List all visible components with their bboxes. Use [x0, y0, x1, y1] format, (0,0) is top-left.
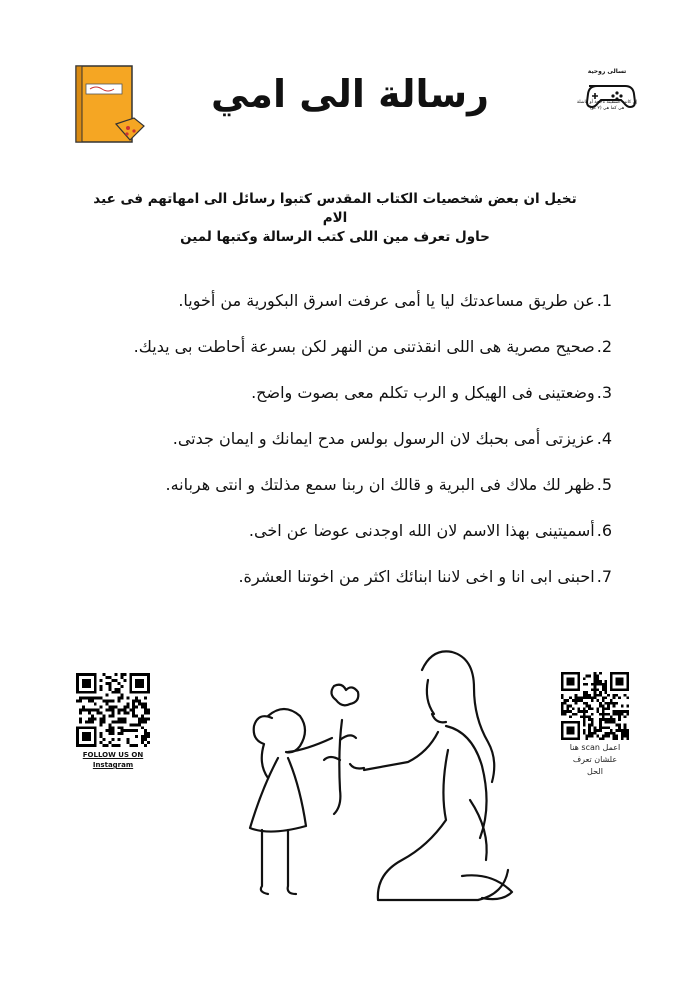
item-number: 1. [596, 291, 612, 310]
logo-title: تسالى روحية [587, 68, 627, 75]
item-text: وضعتينى فى الهيكل و الرب تكلم معى بصوت واضح. [251, 383, 595, 402]
page-title: رسالة الى امي [210, 72, 490, 116]
intro-text [80, 190, 590, 247]
instagram-qr-code-icon[interactable] [76, 673, 150, 747]
item-number: 5. [596, 475, 612, 494]
follow-line-1: FOLLOW US ON [82, 751, 144, 759]
list-item [70, 334, 612, 380]
list-item [70, 518, 612, 564]
item-number: 6. [596, 521, 612, 540]
item-number: 4. [596, 429, 612, 448]
item-number: 2. [596, 337, 612, 356]
scan-line-3: الحل [587, 767, 603, 776]
item-number: 7. [596, 567, 612, 586]
intro-line-2: حاول تعرف مين اللى كتب الرسالة وكتبها لمين [180, 229, 490, 245]
book-icon [72, 64, 148, 150]
item-text: احبنى ابى انا و اخى لاننا ابنائك اكثر من اخوتنا العشرة. [238, 567, 595, 586]
follow-instagram-link[interactable] [70, 750, 156, 770]
logo-caption: إن كانت السفينة ناجحة أو فاشلة هي كما هي (۲ كو) [576, 100, 638, 111]
item-number: 3. [596, 383, 612, 402]
item-text: صحيح مصرية هى اللى انقذتنى من النهر لكن بسرعة أحاطت بى يديك. [133, 337, 595, 356]
item-text: عزيزتى أمى بحبك لان الرسول بولس مدح ايمانك و ايمان جدتى. [172, 429, 595, 448]
list-item [70, 426, 612, 472]
item-text: ظهر لك ملاك فى البرية و قالك ان ربنا سمع مذلتك و انتى هربانه. [165, 475, 595, 494]
list-item [70, 564, 612, 610]
scan-line-2: علشان تعرف [572, 755, 618, 764]
item-text: أسميتينى بهذا الاسم لان الله اوجدنى عوضا عن اخى. [248, 521, 595, 540]
scan-line-1: اعمل scan هنا [569, 743, 621, 752]
list-item [70, 380, 612, 426]
mother-daughter-drawing [232, 640, 532, 930]
solution-qr-code-icon[interactable] [561, 672, 629, 740]
list-item [70, 472, 612, 518]
scan-note [552, 742, 638, 778]
clue-list [70, 288, 612, 610]
follow-line-2: Instagram [92, 761, 134, 769]
intro-line-1: تخيل ان بعض شخصيات الكتاب المقدس كتبوا رسائل الى امهاتهم فى عيد الام [93, 191, 577, 226]
item-text: عن طريق مساعدتك ليا يا أمى عرفت اسرق البكورية من أخويا. [178, 291, 595, 310]
list-item [70, 288, 612, 334]
